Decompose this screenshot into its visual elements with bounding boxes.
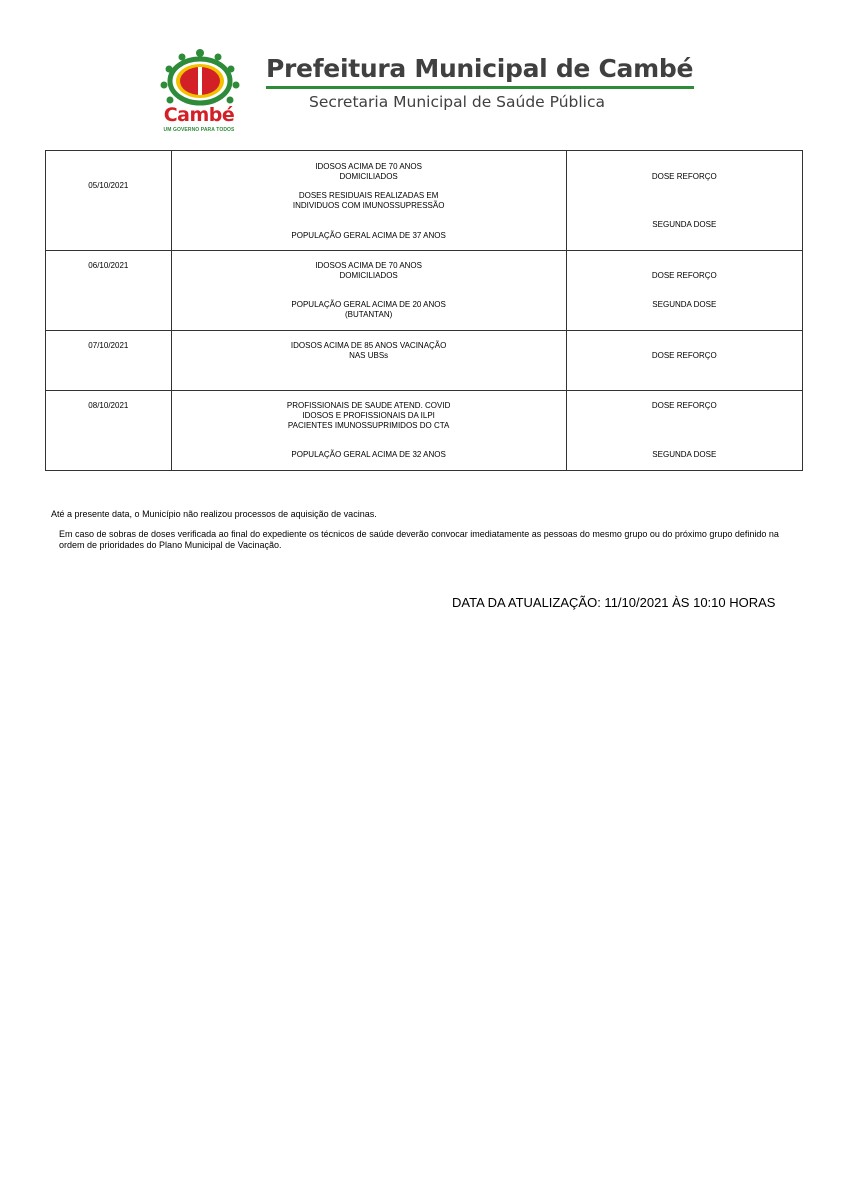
dose-label: DOSE REFORÇO [651, 351, 717, 360]
row-date: 06/10/2021 [88, 261, 129, 270]
table-row [46, 151, 803, 251]
page-title: Prefeitura Municipal de Cambé [266, 54, 694, 83]
row-date: 05/10/2021 [88, 181, 129, 190]
dose-label: DOSE REFORÇO [651, 401, 717, 410]
group-line: INDIVIDUOS COM IMUNOSSUPRESSÃO [292, 201, 445, 210]
group-line: IDOSOS E PROFISSIONAIS DA ILPI [302, 411, 435, 420]
vaccination-schedule-table [45, 150, 803, 471]
group-line: PROFISSIONAIS DE SAUDE ATEND. COVID [286, 401, 451, 410]
group-line: DOMICILIADOS [339, 172, 398, 181]
dose-label: DOSE REFORÇO [651, 271, 717, 280]
table-row [46, 251, 803, 331]
group-line: (BUTANTAN) [345, 310, 393, 319]
group-line: POPULAÇÃO GERAL ACIMA DE 32 ANOS [291, 450, 446, 459]
dose-label: SEGUNDA DOSE [652, 220, 717, 229]
dose-label: DOSE REFORÇO [651, 172, 717, 181]
row-date: 08/10/2021 [88, 401, 129, 410]
acquisition-note: Até a presente data, o Município não realizou processos de aquisição de vacinas. [51, 509, 377, 519]
logo-wordmark: Cambé [163, 104, 235, 126]
update-timestamp: DATA DA ATUALIZAÇÃO: 11/10/2021 ÀS 10:10 HORAS [452, 595, 776, 610]
group-line: IDOSOS ACIMA DE 70 ANOS [315, 261, 422, 270]
group-line: DOSES RESIDUAIS REALIZADAS EM [298, 191, 439, 200]
group-line: POPULAÇÃO GERAL ACIMA DE 20 ANOS [291, 300, 446, 309]
dose-label: SEGUNDA DOSE [652, 300, 717, 309]
group-line: IDOSOS ACIMA DE 85 ANOS VACINAÇÃO [290, 341, 447, 350]
group-line: POPULAÇÃO GERAL ACIMA DE 37 ANOS [291, 231, 446, 240]
leftover-doses-note: Em caso de sobras de doses verificada ao final do expediente os técnicos de saúde deverão convocar imediatamente as pessoas do mesmo grupo ou do próximo grupo definido na ordem de prioridades do Plano Municipal de Vacinação. [59, 529, 779, 550]
page-subtitle: Secretaria Municipal de Saúde Pública [309, 93, 606, 111]
group-line: PACIENTES IMUNOSSUPRIMIDOS DO CTA [287, 421, 450, 430]
group-line: DOMICILIADOS [339, 271, 398, 280]
table-row [46, 331, 803, 391]
group-line: NAS UBSs [349, 351, 389, 360]
dose-label: SEGUNDA DOSE [652, 450, 717, 459]
group-line: IDOSOS ACIMA DE 70 ANOS [315, 162, 422, 171]
row-date: 07/10/2021 [88, 341, 129, 350]
document-header [0, 0, 850, 145]
table-row [46, 391, 803, 471]
title-divider [266, 86, 694, 89]
logo-slogan: UM GOVERNO PARA TODOS [163, 127, 235, 133]
